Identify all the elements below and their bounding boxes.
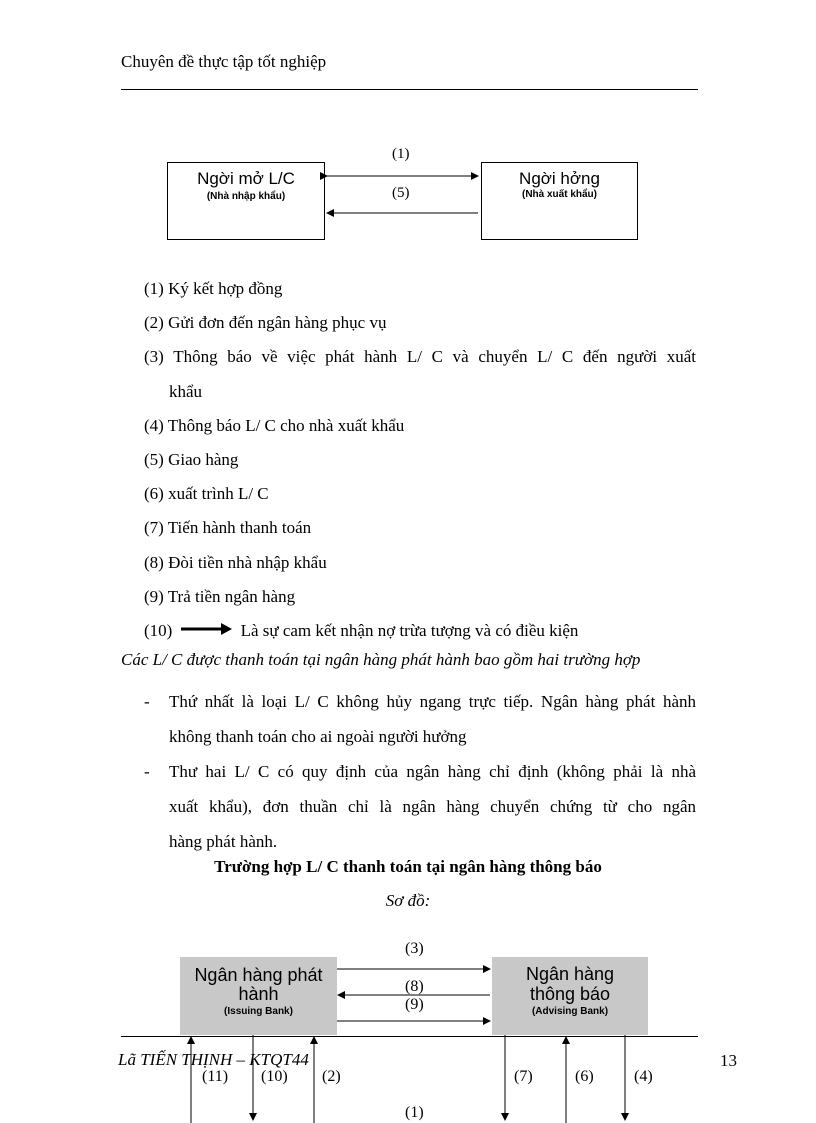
header-title: Chuyên đề thực tập tốt nghiệp — [121, 52, 327, 71]
diagram1-label-1: (1) — [392, 146, 410, 162]
exporter-box-title: Ngời hởng — [519, 169, 600, 188]
bullet-line: Thư hai L/ C có quy định của ngân hàng chỉ định (không phải là nhà — [169, 762, 696, 781]
advising-bank-subtitle: (Advising Bank) — [531, 1006, 609, 1017]
case-title: Trường hợp L/ C thanh toán tại ngân hàng thông báo — [214, 857, 602, 876]
diagram2-label-3: (3) — [405, 940, 424, 957]
step-4: (4) Thông báo L/ C cho nhà xuất khẩu — [144, 415, 405, 435]
issuing-bank-subtitle: (Issuing Bank) — [224, 1006, 293, 1017]
advising-bank-box — [492, 957, 648, 1035]
step-3: (3) Thông báo về việc phát hành L/ C và chuyển L/ C đến người xuất — [144, 347, 696, 367]
step-2: (2) Gửi đơn đến ngân hàng phục vụ — [144, 313, 387, 333]
exporter-box-subtitle: (Nhà xuất khẩu) — [521, 189, 597, 200]
step-9: (9) Trả tiền ngân hàng — [144, 586, 296, 606]
importer-box-title: Ngời mở L/C — [197, 169, 295, 188]
step-1: (1) Ký kết hợp đồng — [144, 279, 283, 298]
step-6: (6) xuất trình L/ C — [144, 484, 269, 504]
step-7: (7) Tiến hành thanh toán — [144, 518, 312, 538]
bullet-line: hàng phát hành. — [169, 832, 278, 851]
diagram2-label-11: (11) — [202, 1068, 229, 1085]
diagram2-label-6: (6) — [575, 1068, 594, 1085]
steps-list — [144, 272, 696, 648]
bullet-line: xuất khẩu), đơn thuần chỉ là ngân hàng chuyển chứng từ cho ngân — [169, 797, 696, 816]
intro-italic: Các L/ C được thanh toán tại ngân hàng phát hành bao gồm hai trường hợp — [121, 650, 641, 669]
bullet-list — [144, 684, 696, 859]
page-number: 13 — [720, 1051, 737, 1070]
bullet-item — [144, 684, 696, 754]
diagram2-label-7: (7) — [514, 1068, 533, 1085]
advising-bank-title-2: thông báo — [529, 984, 611, 1004]
diagram-caption: Sơ đồ: — [385, 891, 431, 910]
step-10 — [144, 614, 696, 648]
bullet-line: không thanh toán cho ai ngoài người hưởng — [169, 727, 467, 746]
issuing-bank-title-2: hành — [238, 984, 279, 1004]
step-3-cont: khẩu — [169, 381, 203, 401]
diagram2-label-9: (9) — [405, 996, 424, 1013]
diagram2-label-1: (1) — [405, 1104, 424, 1121]
diagram2-label-8: (8) — [405, 978, 424, 995]
footer-author: Lã TIẾN THỊNH – KTQT44 — [118, 1050, 309, 1069]
bullet-line: Thứ nhất là loại L/ C không hủy ngang trực tiếp. Ngân hàng phát hành — [169, 692, 696, 711]
step-10-text: Là sự cam kết nhận nợ trừa tượng và có điều kiện — [240, 621, 579, 641]
diagram2-label-10: (10) — [261, 1068, 288, 1085]
bullet-dash: - — [144, 762, 150, 781]
importer-box-subtitle: (Nhà nhập khẩu) — [206, 191, 286, 202]
diagram1-label-5: (5) — [392, 185, 410, 201]
bullet-item — [144, 754, 696, 859]
step-8: (8) Đòi tiền nhà nhập khẩu — [144, 552, 327, 572]
diagram2-label-2: (2) — [322, 1068, 341, 1085]
step-10-label: (10) — [144, 621, 173, 641]
issuing-bank-box — [180, 957, 337, 1035]
bullet-dash: - — [144, 692, 150, 711]
diagram2-label-4: (4) — [634, 1068, 653, 1085]
step-5: (5) Giao hàng — [144, 450, 239, 470]
footer-rule — [121, 1036, 698, 1037]
advising-bank-title: Ngân hàng — [525, 964, 615, 984]
issuing-bank-title: Ngân hàng phát — [194, 965, 323, 985]
